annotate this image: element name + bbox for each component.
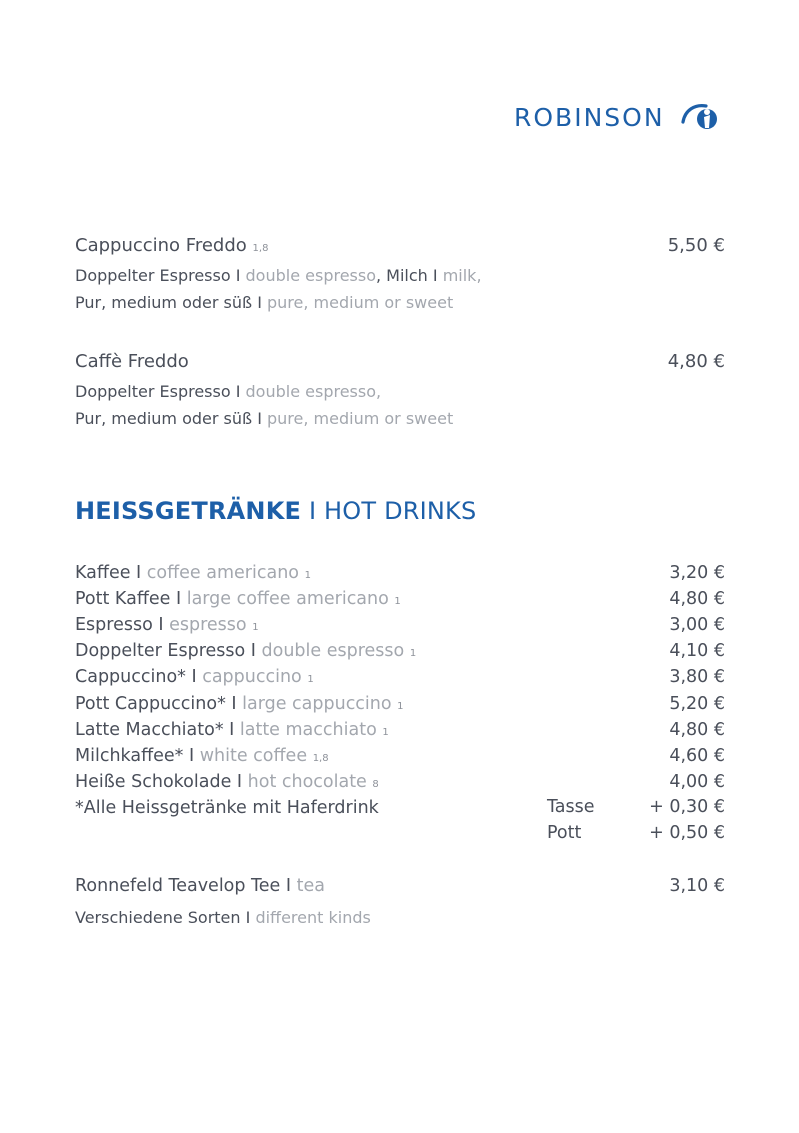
list-item bbox=[75, 664, 725, 690]
drink-price: 4,00 € bbox=[669, 771, 725, 792]
desc-de: Verschiedene Sorten I bbox=[75, 908, 256, 927]
desc-de: , Milch I bbox=[376, 266, 443, 285]
drink-price: 5,20 € bbox=[669, 693, 725, 714]
section-heading-de: HEISSGETRÄNKE bbox=[75, 497, 302, 525]
drink-name-de: Pott Cappuccino* I bbox=[75, 693, 243, 714]
item-description-line bbox=[75, 382, 381, 401]
section-separator: I bbox=[301, 497, 325, 525]
allergen-codes: 1 bbox=[397, 700, 404, 712]
section-heading-en: HOT DRINKS bbox=[324, 497, 477, 525]
tea-price: 3,10 € bbox=[669, 876, 725, 896]
item-description-line bbox=[75, 409, 453, 428]
drink-name-en: espresso bbox=[169, 615, 247, 636]
drink-name-de: Doppelter Espresso I bbox=[75, 641, 262, 662]
list-item bbox=[75, 743, 725, 769]
desc-de: Doppelter Espresso I bbox=[75, 266, 246, 285]
list-item bbox=[75, 612, 725, 638]
desc-de: Pur, medium oder süß I bbox=[75, 409, 267, 428]
item-caffe-freddo bbox=[75, 351, 189, 372]
drink-name-en: hot chocolate bbox=[247, 771, 367, 792]
drink-price: 4,80 € bbox=[669, 589, 725, 610]
tea-name-en: tea bbox=[296, 876, 325, 896]
tea-description bbox=[75, 908, 371, 927]
drink-price: 3,00 € bbox=[669, 615, 725, 636]
list-item bbox=[75, 560, 725, 586]
item-description-line bbox=[75, 266, 482, 285]
desc-en: pure, medium or sweet bbox=[267, 293, 454, 312]
list-item bbox=[75, 717, 725, 743]
drink-name-en: large cappuccino bbox=[242, 693, 392, 714]
drink-name-de: Espresso I bbox=[75, 615, 170, 636]
drink-name-en: large coffee americano bbox=[186, 589, 389, 610]
desc-en: different kinds bbox=[255, 908, 371, 927]
item-cappuccino-freddo bbox=[75, 235, 268, 256]
allergen-codes: 1 bbox=[382, 726, 389, 738]
desc-de: Doppelter Espresso I bbox=[75, 382, 246, 401]
allergen-codes: 1 bbox=[304, 570, 311, 582]
allergen-codes: 1 bbox=[252, 622, 259, 634]
drink-name-de: Latte Macchiato* I bbox=[75, 719, 240, 740]
drink-name-de: Heiße Schokolade I bbox=[75, 771, 248, 792]
item-price: 4,80 € bbox=[667, 351, 725, 372]
drink-price: 3,80 € bbox=[669, 667, 725, 688]
robinson-logo bbox=[514, 100, 719, 134]
allergen-codes: 1,8 bbox=[312, 752, 329, 764]
drink-name-de: Cappuccino* I bbox=[75, 667, 203, 688]
section-heading-hot-drinks bbox=[75, 497, 476, 525]
surcharge-pot-price: + 0,50 € bbox=[649, 823, 725, 843]
desc-en: double espresso, bbox=[245, 382, 382, 401]
item-name: Caffè Freddo bbox=[75, 351, 189, 372]
list-item bbox=[75, 638, 725, 664]
drink-price: 3,20 € bbox=[669, 563, 725, 584]
drink-price: 4,80 € bbox=[669, 719, 725, 740]
desc-de: Pur, medium oder süß I bbox=[75, 293, 267, 312]
surcharge-pot-label: Pott bbox=[547, 823, 582, 843]
list-item bbox=[75, 586, 725, 612]
allergen-codes: 1 bbox=[307, 674, 314, 686]
drink-name-de: Milchkaffee* I bbox=[75, 745, 200, 766]
hot-drinks-list bbox=[75, 560, 725, 821]
drink-name-en: latte macchiato bbox=[239, 719, 377, 740]
allergen-codes: 1 bbox=[394, 596, 401, 608]
surcharge-cup-price: + 0,30 € bbox=[649, 797, 725, 817]
brand-name: ROBINSON bbox=[514, 102, 665, 132]
drink-name-en: double espresso bbox=[261, 641, 405, 662]
list-item bbox=[75, 690, 725, 716]
drink-price: 4,10 € bbox=[669, 641, 725, 662]
oat-milk-note: *Alle Heissgetränke mit Haferdrink bbox=[75, 797, 379, 818]
drink-name-en: white coffee bbox=[199, 745, 308, 766]
desc-en: double espresso bbox=[245, 266, 376, 285]
tea-name-de: Ronnefeld Teavelop Tee I bbox=[75, 876, 297, 896]
drink-price: 4,60 € bbox=[669, 745, 725, 766]
item-price: 5,50 € bbox=[667, 235, 725, 256]
item-tea bbox=[75, 876, 325, 896]
desc-en: milk, bbox=[442, 266, 482, 285]
oat-milk-note-row bbox=[75, 795, 725, 821]
item-description-line bbox=[75, 293, 453, 312]
drink-name-de: Kaffee I bbox=[75, 563, 147, 584]
surcharge-cup-label: Tasse bbox=[547, 797, 595, 817]
allergen-codes: 1,8 bbox=[252, 243, 269, 254]
allergen-codes: 8 bbox=[372, 778, 379, 790]
drink-name-de: Pott Kaffee I bbox=[75, 589, 187, 610]
drink-name-en: cappuccino bbox=[202, 667, 302, 688]
drink-name-en: coffee americano bbox=[146, 563, 300, 584]
list-item bbox=[75, 769, 725, 795]
desc-en: pure, medium or sweet bbox=[267, 409, 454, 428]
robinson-swimmer-icon bbox=[679, 100, 719, 134]
allergen-codes: 1 bbox=[409, 648, 417, 660]
item-name: Cappuccino Freddo bbox=[75, 235, 247, 256]
